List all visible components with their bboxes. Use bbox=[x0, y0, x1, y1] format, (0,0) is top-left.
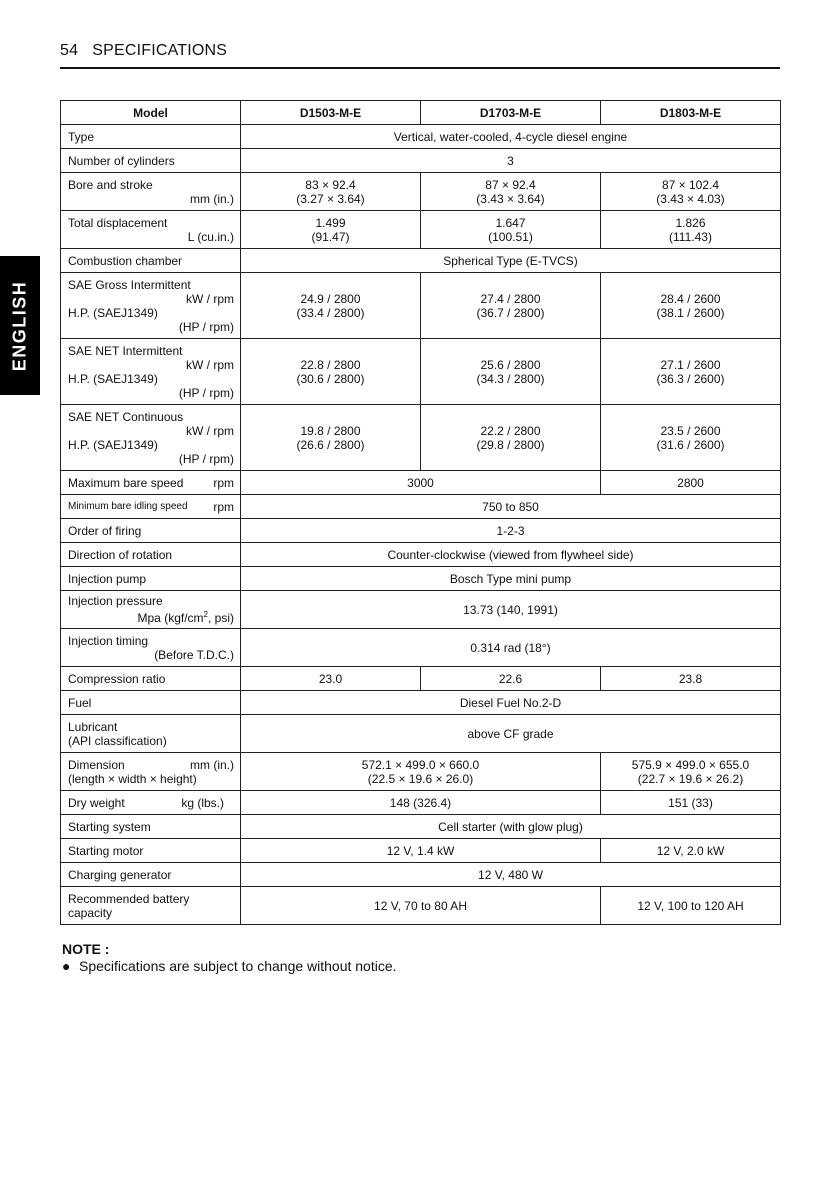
cell-d1803 bbox=[601, 753, 781, 791]
cell-line: (22.5 × 19.6 × 26.0) bbox=[367, 771, 474, 786]
row-label: Order of firing bbox=[61, 519, 241, 543]
cell-line: (33.4 / 2800) bbox=[296, 305, 365, 320]
table-row bbox=[61, 791, 781, 815]
table-row bbox=[61, 495, 781, 519]
label-text: Injection timing bbox=[68, 633, 149, 648]
cell-line: 19.8 / 2800 bbox=[300, 423, 361, 438]
label-text: SAE NET Continuous bbox=[68, 409, 184, 424]
label-text: SAE NET Intermittent bbox=[68, 343, 183, 358]
unit-text: (HP / rpm) bbox=[178, 451, 234, 466]
label-text: Bore and stroke bbox=[68, 177, 153, 192]
header-rule bbox=[60, 67, 780, 69]
cell-line: (3.43 × 3.64) bbox=[476, 191, 545, 206]
row-label bbox=[61, 211, 241, 249]
cell-d1803: 12 V, 100 to 120 AH bbox=[601, 887, 781, 925]
cell-line: 27.1 / 2600 bbox=[660, 357, 721, 372]
row-label: Starting system bbox=[61, 815, 241, 839]
cell-line: (26.6 / 2800) bbox=[296, 437, 365, 452]
row-label bbox=[61, 591, 241, 629]
table-row bbox=[61, 815, 781, 839]
cell-line: 24.9 / 2800 bbox=[300, 291, 361, 306]
row-label bbox=[61, 753, 241, 791]
cell-line: 1.499 bbox=[315, 215, 346, 230]
bullet-icon: ● bbox=[62, 958, 71, 974]
table-row bbox=[61, 273, 781, 339]
note-text: Specifications are subject to change without notice. bbox=[79, 958, 397, 974]
row-label bbox=[61, 173, 241, 211]
table-row bbox=[61, 667, 781, 691]
row-value: 13.73 (140, 1991) bbox=[241, 591, 781, 629]
table-row bbox=[61, 543, 781, 567]
cell-line: 25.6 / 2800 bbox=[480, 357, 541, 372]
cell-d1703: 22.6 bbox=[421, 667, 601, 691]
table-header-row bbox=[61, 101, 781, 125]
row-label: Number of cylinders bbox=[61, 149, 241, 173]
table-row bbox=[61, 591, 781, 629]
cell-d1803 bbox=[601, 173, 781, 211]
table-row bbox=[61, 691, 781, 715]
cell-line: (31.6 / 2600) bbox=[656, 437, 725, 452]
row-value: 1-2-3 bbox=[241, 519, 781, 543]
cell-line: (100.51) bbox=[488, 229, 533, 244]
cell-d1503-d1703: 148 (326.4) bbox=[241, 791, 601, 815]
row-label: Compression ratio bbox=[61, 667, 241, 691]
label-text: capacity bbox=[68, 905, 113, 920]
cell-d1703 bbox=[421, 339, 601, 405]
cell-line: 572.1 × 499.0 × 660.0 bbox=[361, 757, 480, 772]
unit-text bbox=[68, 608, 234, 625]
cell-line: 22.8 / 2800 bbox=[300, 357, 361, 372]
row-label: Starting motor bbox=[61, 839, 241, 863]
table-row bbox=[61, 567, 781, 591]
row-label bbox=[61, 471, 241, 495]
unit-text: (Before T.D.C.) bbox=[154, 647, 234, 662]
cell-line: 1.826 bbox=[675, 215, 706, 230]
label-text: Total displacement bbox=[68, 215, 168, 230]
label-text: Minimum bare idling speed bbox=[68, 500, 188, 512]
table-row bbox=[61, 405, 781, 471]
cell-d1503 bbox=[241, 339, 421, 405]
unit-text: mm (in.) bbox=[190, 757, 234, 772]
row-label bbox=[61, 887, 241, 925]
cell-line: (91.47) bbox=[311, 229, 350, 244]
row-value: 750 to 850 bbox=[241, 495, 781, 519]
note-title: NOTE : bbox=[62, 941, 110, 957]
cell-d1703 bbox=[421, 173, 601, 211]
label-text: H.P. (SAEJ1349) bbox=[68, 437, 158, 452]
table-row bbox=[61, 887, 781, 925]
label-text: Dimension bbox=[68, 757, 125, 772]
cell-line: (34.3 / 2800) bbox=[476, 371, 545, 386]
row-label bbox=[61, 629, 241, 667]
table-row bbox=[61, 863, 781, 887]
table-row bbox=[61, 839, 781, 863]
unit-text: kW / rpm bbox=[186, 423, 234, 438]
page-number: 54 bbox=[60, 42, 79, 59]
cell-d1503-d1703: 12 V, 70 to 80 AH bbox=[241, 887, 601, 925]
cell-d1703 bbox=[421, 405, 601, 471]
row-value: Diesel Fuel No.2-D bbox=[241, 691, 781, 715]
row-label bbox=[61, 339, 241, 405]
label-text: (length × width × height) bbox=[68, 771, 197, 786]
cell-d1503 bbox=[241, 211, 421, 249]
language-tab bbox=[0, 256, 40, 395]
cell-line: (22.7 × 19.6 × 26.2) bbox=[637, 771, 744, 786]
row-label bbox=[61, 791, 241, 815]
cell-line: 87 × 102.4 bbox=[661, 177, 720, 192]
row-label: Charging generator bbox=[61, 863, 241, 887]
unit-text: rpm bbox=[213, 499, 234, 514]
cell-line: 87 × 92.4 bbox=[485, 177, 536, 192]
row-label: Type bbox=[61, 125, 241, 149]
cell-d1503 bbox=[241, 173, 421, 211]
cell-line: (3.27 × 3.64) bbox=[296, 191, 365, 206]
cell-line: (36.3 / 2600) bbox=[656, 371, 725, 386]
unit-superscript: 2 bbox=[203, 610, 208, 619]
cell-d1503-d1703: 12 V, 1.4 kW bbox=[241, 839, 601, 863]
cell-d1503-d1703 bbox=[241, 753, 601, 791]
row-label bbox=[61, 715, 241, 753]
cell-d1803: 151 (33) bbox=[601, 791, 781, 815]
unit-part: , psi) bbox=[207, 611, 234, 625]
cell-line: 27.4 / 2800 bbox=[480, 291, 541, 306]
table-row bbox=[61, 211, 781, 249]
column-header-d1803: D1803-M-E bbox=[601, 101, 781, 125]
table-row bbox=[61, 471, 781, 495]
cell-line: 575.9 × 499.0 × 655.0 bbox=[631, 757, 750, 772]
row-label: Combustion chamber bbox=[61, 249, 241, 273]
table-row bbox=[61, 753, 781, 791]
table-row bbox=[61, 249, 781, 273]
cell-d1803: 23.8 bbox=[601, 667, 781, 691]
label-text: Lubricant bbox=[68, 719, 118, 734]
row-label bbox=[61, 273, 241, 339]
row-label: Injection pump bbox=[61, 567, 241, 591]
row-label bbox=[61, 495, 241, 519]
cell-line: (29.8 / 2800) bbox=[476, 437, 545, 452]
cell-d1803: 12 V, 2.0 kW bbox=[601, 839, 781, 863]
unit-text: mm (in.) bbox=[190, 191, 234, 206]
cell-d1503-d1703: 3000 bbox=[241, 471, 601, 495]
cell-line: 28.4 / 2600 bbox=[660, 291, 721, 306]
section-title: SPECIFICATIONS bbox=[92, 42, 228, 59]
table-row bbox=[61, 715, 781, 753]
row-value: Cell starter (with glow plug) bbox=[241, 815, 781, 839]
unit-text: L (cu.in.) bbox=[187, 229, 234, 244]
row-value: 12 V, 480 W bbox=[241, 863, 781, 887]
language-tab-label: ENGLISH bbox=[9, 280, 30, 371]
cell-line: 1.647 bbox=[495, 215, 526, 230]
unit-text: (HP / rpm) bbox=[178, 319, 234, 334]
table-row bbox=[61, 149, 781, 173]
cell-d1803 bbox=[601, 211, 781, 249]
cell-d1503: 23.0 bbox=[241, 667, 421, 691]
table-row bbox=[61, 173, 781, 211]
cell-line: (111.43) bbox=[669, 229, 712, 244]
unit-text: rpm bbox=[213, 475, 234, 490]
cell-d1803 bbox=[601, 405, 781, 471]
table-row bbox=[61, 125, 781, 149]
cell-d1503 bbox=[241, 405, 421, 471]
page-header bbox=[60, 42, 780, 60]
row-value: above CF grade bbox=[241, 715, 781, 753]
column-header-d1503: D1503-M-E bbox=[241, 101, 421, 125]
table-row bbox=[61, 629, 781, 667]
column-header-d1703: D1703-M-E bbox=[421, 101, 601, 125]
unit-part: Mpa (kgf/cm bbox=[137, 611, 204, 625]
label-text: Maximum bare speed bbox=[68, 475, 184, 490]
unit-text: (HP / rpm) bbox=[178, 385, 234, 400]
cell-d1503 bbox=[241, 273, 421, 339]
cell-line: (38.1 / 2600) bbox=[656, 305, 725, 320]
label-text: Recommended battery bbox=[68, 891, 190, 906]
column-header-model: Model bbox=[61, 101, 241, 125]
label-text: (API classification) bbox=[68, 733, 167, 748]
row-label: Fuel bbox=[61, 691, 241, 715]
specifications-table bbox=[60, 100, 781, 925]
cell-line: (3.43 × 4.03) bbox=[656, 191, 725, 206]
cell-line: 22.2 / 2800 bbox=[480, 423, 541, 438]
table-row bbox=[61, 519, 781, 543]
label-text: Injection pressure bbox=[68, 594, 163, 608]
row-value: 0.314 rad (18°) bbox=[241, 629, 781, 667]
cell-line: (30.6 / 2800) bbox=[296, 371, 365, 386]
note-item bbox=[62, 958, 397, 974]
row-value: Counter-clockwise (viewed from flywheel side) bbox=[241, 543, 781, 567]
row-value: Vertical, water-cooled, 4-cycle diesel engine bbox=[241, 125, 781, 149]
cell-d1803 bbox=[601, 273, 781, 339]
label-text: H.P. (SAEJ1349) bbox=[68, 305, 158, 320]
cell-d1703 bbox=[421, 273, 601, 339]
row-value: Spherical Type (E-TVCS) bbox=[241, 249, 781, 273]
cell-d1803: 2800 bbox=[601, 471, 781, 495]
label-text: Dry weight bbox=[68, 795, 125, 810]
row-label: Direction of rotation bbox=[61, 543, 241, 567]
cell-line: (36.7 / 2800) bbox=[476, 305, 545, 320]
unit-text: kW / rpm bbox=[186, 357, 234, 372]
unit-text: kW / rpm bbox=[186, 291, 234, 306]
row-label bbox=[61, 405, 241, 471]
cell-d1803 bbox=[601, 339, 781, 405]
cell-line: 23.5 / 2600 bbox=[660, 423, 721, 438]
label-text: SAE Gross Intermittent bbox=[68, 277, 191, 292]
row-value: 3 bbox=[241, 149, 781, 173]
label-text: H.P. (SAEJ1349) bbox=[68, 371, 158, 386]
cell-d1703 bbox=[421, 211, 601, 249]
row-value: Bosch Type mini pump bbox=[241, 567, 781, 591]
table-row bbox=[61, 339, 781, 405]
unit-text: kg (lbs.) bbox=[181, 795, 224, 810]
cell-line: 83 × 92.4 bbox=[305, 177, 356, 192]
